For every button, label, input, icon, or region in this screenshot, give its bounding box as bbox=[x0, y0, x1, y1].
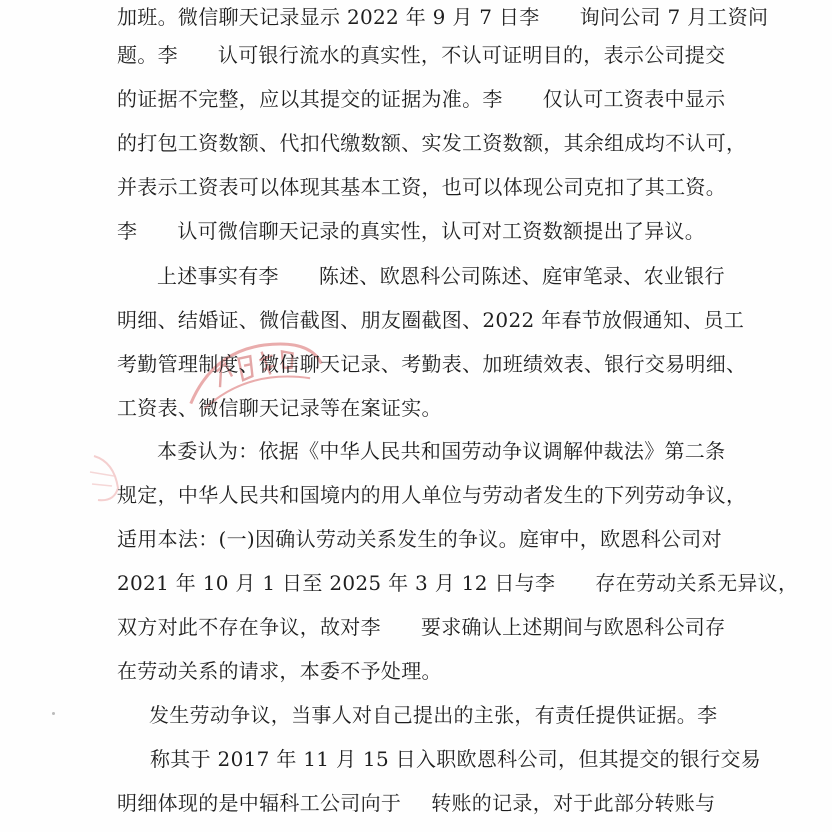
text-line: 明细、结婚证、微信截图、朋友圈截图、2022 年春节放假通知、员工 bbox=[117, 308, 745, 332]
text-line: 称其于 2017 年 11 月 15 日入职欧恩科公司，但其提交的银行交易 bbox=[150, 747, 762, 771]
text-line: 在劳动关系的请求，本委不予处理。 bbox=[117, 659, 442, 683]
text-line: 的证据不完整，应以其提交的证据为准。李 仅认可工资表中显示 bbox=[117, 87, 726, 111]
text-line: 2021 年 10 月 1 日至 2025 年 3 月 12 日与李 存在劳动关系无异议， bbox=[117, 571, 799, 595]
scan-speck bbox=[52, 712, 55, 715]
text-line: 加班。微信聊天记录显示 2022 年 9 月 7 日李 询问公司 7 月工资问 bbox=[117, 5, 769, 29]
text-line: 规定，中华人民共和国境内的用人单位与劳动者发生的下列劳动争议， bbox=[117, 483, 747, 507]
text-line: 并表示工资表可以体现其基本工资，也可以体现公司克扣了其工资。 bbox=[117, 175, 726, 199]
text-line: 考勤管理制度、微信聊天记录、考勤表、加班绩效表、银行交易明细、 bbox=[117, 352, 747, 376]
text-line: 李 认可微信聊天记录的真实性，认可对工资数额提出了异议。 bbox=[117, 219, 706, 243]
text-line: 发生劳动争议，当事人对自己提出的主张，有责任提供证据。李 bbox=[149, 703, 718, 727]
text-line: 明细体现的是中辐科工公司向于 转账的记录，对于此部分转账与 bbox=[117, 791, 716, 815]
text-line: 工资表、微信聊天记录等在案证实。 bbox=[117, 396, 442, 420]
text-line: 题。李 认可银行流水的真实性，不认可证明目的，表示公司提交 bbox=[117, 43, 726, 67]
text-line: 本委认为：依据《中华人民共和国劳动争议调解仲裁法》第二条 bbox=[157, 439, 726, 463]
text-line: 的打包工资数额、代扣代缴数额、实发工资数额，其余组成均不认可， bbox=[117, 131, 747, 155]
text-line: 双方对此不存在争议，故对李 要求确认上述期间与欧恩科公司存 bbox=[117, 615, 726, 639]
text-line: 上述事实有李 陈述、欧恩科公司陈述、庭审笔录、农业银行 bbox=[157, 264, 725, 288]
text-line: 适用本法：(一)因确认劳动关系发生的争议。庭审中，欧恩科公司对 bbox=[117, 527, 722, 551]
